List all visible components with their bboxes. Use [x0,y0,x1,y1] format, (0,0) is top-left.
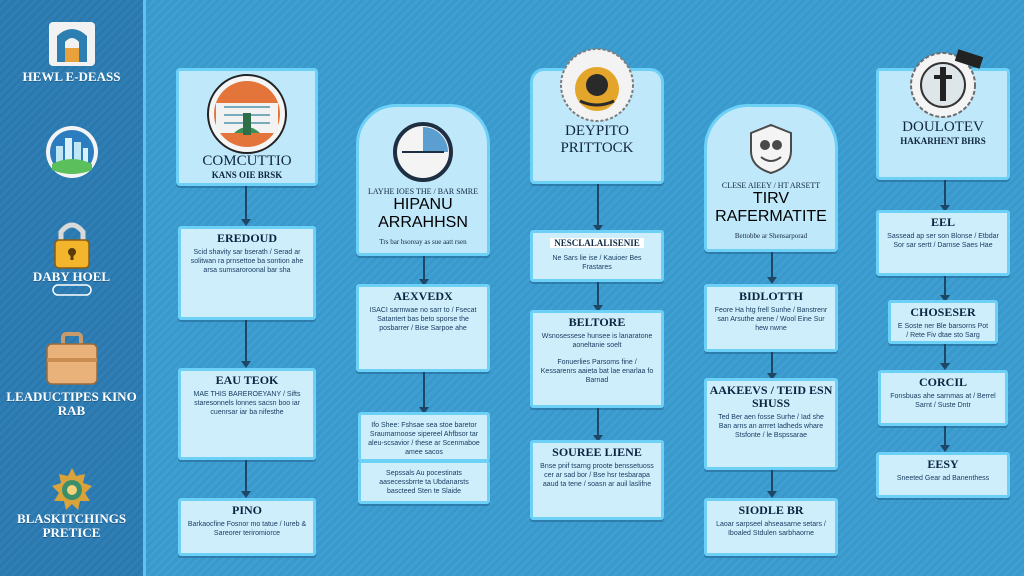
lane-subtitle: KANS OIE BRSK [211,170,283,180]
lane-label: NESCLALALISENIE [550,238,644,248]
step-title: SOUREE LIENE [552,445,642,459]
lane-subtitle: HAKARHENT BHRS [900,136,986,146]
sidebar-item-briefcase[interactable] [0,330,143,418]
step-text: Sepssals Au pocestinats aasecessbrrte ta Ubdanarsts bascteed Sten te Slaide [379,470,469,495]
lane-header[interactable] [704,104,838,252]
lane-note: Bettobbe ar Shensarporad [734,232,808,240]
step-text: Fonsbuas ahe sarnmas at / Berrel Sarnt / Suste Dntr [890,393,996,409]
step-text: Bnse pnif tsarng proote benssetuoss cer ar sad bor / Bse hsr tesbarapa aaud ta tene / soasn ar auil laslifne [540,463,654,488]
sidebar-item-gate[interactable] [0,18,143,84]
sidebar-item-emblem[interactable] [0,466,143,540]
sidebar-item-lock[interactable] [0,218,143,296]
process-step[interactable] [530,230,664,282]
lane-subtitle: CLESE AIEEY / HT ARSETT [721,181,821,190]
step-text: Sneeted Gear ad Banenthess [896,475,990,482]
step-title: SIODLE BR [738,503,804,517]
ornate-seal-icon [552,43,642,123]
step-text: Ifo Shee: Fshsae sea stoe baretor Sraumarnoose sipereel Ahfbsor tar aleu-scsavior / these ar Scenmaboe amee sacos [368,422,480,456]
step-text: Scid shavity sar bserath / Serad ar solitwan ra prnsettoe ba sontion ahe arsa sumsaroroonal bar sha [190,249,304,274]
connector-arrow [771,352,773,378]
sidebar-item-label: HEWL E-DEASS [22,69,121,84]
connector-arrow [245,186,247,224]
briefcase-icon [43,330,101,390]
connector-arrow [944,426,946,450]
step-text: Barkaocfine Fosnor mo tatue / Iureb & Sareorer teriromiorce [187,521,307,537]
step-title: PINO [232,503,262,517]
step-text: Sassead ap ser son Blonse / Etbdar Sor sar sertt / Darnse Saes Hae [887,233,999,249]
lane-title: DEYPITO PRITTOCK [560,123,634,156]
gate-icon [45,18,99,70]
connector-arrow [771,470,773,496]
connector-arrow [423,372,425,412]
lane-header[interactable] [356,104,490,256]
process-step[interactable] [358,412,490,462]
connector-arrow [245,320,247,366]
lane-subtitle: LAYHE IOES THE / BAR SMRE [367,187,478,196]
connector-arrow [597,408,599,440]
lane-header[interactable] [530,68,664,184]
connector-arrow [245,460,247,496]
sidebar-item-label: LEADUCTIPES KINO RAB [6,389,137,418]
step-text: E Soste ner Ble barsorns Pot / Rete Fiv dtae sto Sarg [897,323,989,339]
crest-icon [743,121,799,177]
badge-icon [52,284,92,296]
emblem-icon [48,466,96,512]
sidebar-item-label: DABY HOEL [32,269,111,284]
lane-title: DOULOTEV [902,119,984,135]
process-step[interactable] [530,310,664,408]
process-step[interactable] [178,226,316,320]
step-title: AAKEEVS / TEID ESN SHUSS [709,383,833,410]
process-step[interactable] [178,368,316,460]
key-seal-icon [900,45,986,121]
process-step[interactable] [704,498,838,556]
process-step[interactable] [356,284,490,372]
lane-label: TIRV RAFERMATITE [715,190,827,225]
connector-arrow [944,180,946,210]
process-step[interactable] [878,370,1008,426]
city-globe-icon [44,124,100,180]
step-title: EREDOUD [216,231,277,245]
connector-arrow [944,344,946,368]
step-text: ISACI sarmwae no sarr to / Fsecat Satantert bas beto sporse the posbarrer / Bise Sarpoe ahe [369,307,477,332]
building-seal-icon [204,73,290,155]
process-step[interactable] [876,452,1010,498]
process-step[interactable] [888,300,998,344]
lane-label: HIPANU ARRAHHSN [378,196,468,231]
step-title: CHOSESER [910,305,976,319]
lane-header[interactable] [876,68,1010,180]
connector-arrow [597,184,599,230]
process-step[interactable] [704,284,838,352]
connector-arrow [771,252,773,282]
sidebar-item-label: BLASKITCHINGS PRETICE [16,511,127,540]
step-text: Wsnosessese hunsee is lanaratone aoneltanie soelt [541,333,653,349]
sidebar [0,0,146,576]
step-title: EAU TEOK [215,373,279,387]
process-step[interactable] [876,210,1010,276]
step-text: Laoar sarpseel ahseasarne setars / Iboaled Stdulen sarbhaorne [716,521,826,537]
step-title: EEL [930,215,955,229]
lane-title: COMCUTTIO [202,153,292,169]
sidebar-item-city[interactable] [0,124,143,180]
connector-arrow [597,282,599,310]
lane-note: Ne Sars lie ise / Kauioer Bes Frastares [552,255,642,271]
step-text: Feore Ha htg frell Sunhe / Banstrenr san Arsuthe arene / Wool Eine Sur hew nwne [714,307,828,332]
step-title: EESY [927,457,959,471]
connector-arrow [423,256,425,284]
clock-icon [392,121,454,183]
step-title: BELTORE [568,315,626,329]
step-title: CORCIL [918,375,967,389]
lane-header[interactable] [176,68,318,186]
step-title: AEXVEDX [393,289,453,303]
process-step[interactable] [178,498,316,556]
process-step[interactable] [358,460,490,504]
padlock-icon [52,218,92,270]
step-text: Fonuerlies Parsoms fine / Kessarenrs aaieta bat lae enarlaa fo Barnad [540,359,654,384]
process-step[interactable] [530,440,664,520]
step-text: Ted Ber aen fosse Surhe / Iad she Ban arns an arrret Iadheds whare Stsfonte / le Bspssarae [718,414,824,439]
connector-arrow [944,276,946,300]
step-title: BIDLOTTH [738,289,804,303]
lane-note: Trs bar hsoreay as sue aatt rsen [379,238,467,246]
step-text: MAE THIS BAREROEYANY / Sifts staresonnels lonnes sacsn boo iar cuenrsar iar ba nifesthe [193,391,301,416]
process-step[interactable] [704,378,838,470]
